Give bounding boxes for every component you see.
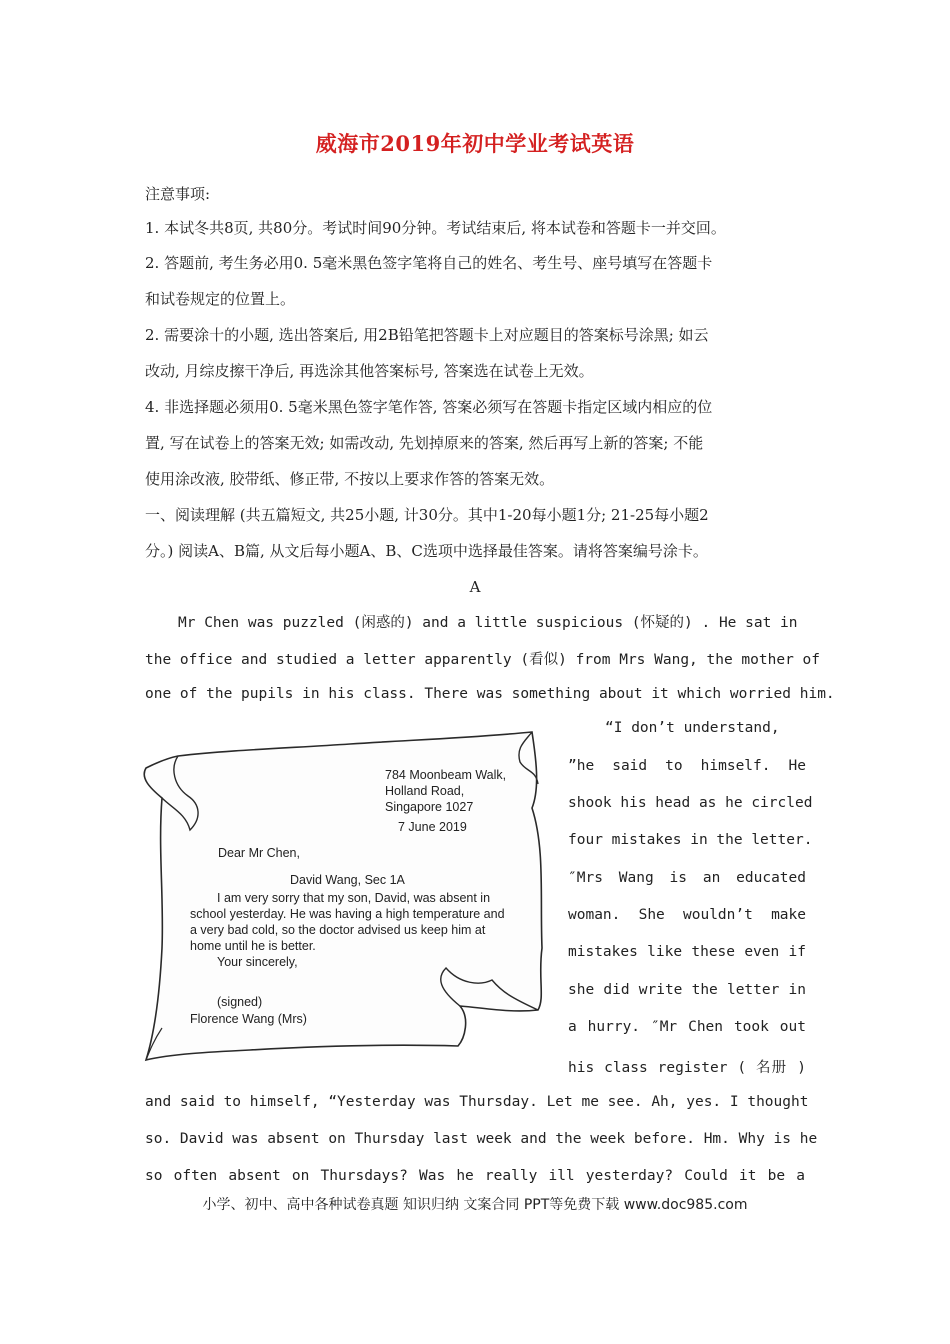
letter-address-line: Holland Road, — [385, 784, 465, 798]
passage-line: and said to himself, “Yesterday was Thursday. Let me see. Ah, yes. I thought — [145, 1094, 809, 1110]
note-line: 2. 需要涂十的小题, 选出答案后, 用2B铅笔把答题卡上对应题目的答案标号涂黑; 如云 — [145, 326, 709, 344]
letter-signature: Florence Wang (Mrs) — [190, 1012, 307, 1026]
passage-line: the office and studied a letter apparently (看似) from Mrs Wang, the mother of — [145, 652, 821, 668]
letter-greeting: Dear Mr Chen, — [218, 846, 300, 860]
letter-body-line: I am very sorry that my son, David, was absent in — [217, 891, 491, 905]
passage-line: so often absent on Thursdays? Was he really ill yesterday? Could it be a — [145, 1168, 805, 1184]
note-line: 一、阅读理解 (共五篇短文, 共25小题, 计30分。其中1-20每小题1分; 21-25每小题2 — [145, 506, 709, 524]
passage-side-line: ″Mrs Wang is an educated — [568, 870, 806, 886]
letter-address-line: Singapore 1027 — [385, 800, 474, 814]
passage-side-line: woman. She wouldn’t make — [568, 907, 806, 923]
letter-body-line: home until he is better. — [190, 939, 316, 953]
note-line: 2. 答题前, 考生务必用0. 5毫米黑色签字笔将自己的姓名、考生号、座号填写在答题卡 — [145, 254, 713, 272]
passage-side-line: shook his head as he circled — [568, 795, 813, 811]
note-line: 1. 本试冬共8页, 共80分。考试时间90分钟。考试结束后, 将本试卷和答题卡一并交回。 — [145, 219, 726, 237]
letter-illustration — [140, 728, 555, 1063]
passage-side-line: ”he said to himself. He — [568, 758, 806, 774]
section-label: A — [469, 578, 481, 596]
passage-side-line: a hurry. ″Mr Chen took out — [568, 1019, 806, 1035]
passage-side-line: mistakes like these even if — [568, 944, 806, 960]
note-line: 4. 非选择题必须用0. 5毫米黑色签字笔作答, 答案必须写在答题卡指定区域内相应的位 — [145, 398, 713, 416]
notes-heading: 注意事项: — [145, 185, 211, 203]
letter-subject: David Wang, Sec 1A — [290, 873, 405, 887]
passage-line: so. David was absent on Thursday last week and the week before. Hm. Why is he — [145, 1131, 818, 1147]
letter-body-line: a very bad cold, so the doctor advised us keep him at — [190, 923, 486, 937]
passage-side-line: his class register ( 名册 ) — [568, 1060, 806, 1076]
note-line: 使用涂改液, 胶带纸、修正带, 不按以上要求作答的答案无效。 — [145, 470, 555, 488]
letter-closing: Your sincerely, — [217, 955, 298, 969]
letter-date: 7 June 2019 — [398, 820, 467, 834]
passage-line: Mr Chen was puzzled (闲惑的) and a little suspicious (怀疑的) . He sat in — [178, 615, 798, 631]
page-title: 威海市2019年初中学业考试英语 — [315, 131, 635, 156]
passage-line: one of the pupils in his class. There was something about it which worried him. — [145, 686, 835, 702]
footer-watermark: 小学、初中、高中各种试卷真题 知识归纳 文案合同 PPT等免费下载 www.doc985.com — [202, 1197, 748, 1213]
letter-address-line: 784 Moonbeam Walk, — [385, 768, 507, 782]
letter-signed: (signed) — [217, 995, 263, 1009]
note-line: 和试卷规定的位置上。 — [145, 290, 296, 308]
note-line: 改动, 月综皮擦干净后, 再选涂其他答案标号, 答案选在试卷上无效。 — [145, 362, 594, 380]
passage-side-line: four mistakes in the letter. — [568, 832, 813, 848]
letter-body-line: school yesterday. He was having a high temperature and — [190, 907, 505, 921]
passage-side-line: she did write the letter in — [568, 982, 806, 998]
note-line: 置, 写在试卷上的答案无效; 如需改动, 先划掉原来的答案, 然后再写上新的答案; 不能 — [145, 434, 704, 452]
note-line: 分。) 阅读A、B篇, 从文后每小题A、B、C选项中选择最佳答案。请将答案编号涂卡。 — [145, 542, 708, 560]
passage-side-line: “I don’t understand, — [605, 720, 780, 736]
